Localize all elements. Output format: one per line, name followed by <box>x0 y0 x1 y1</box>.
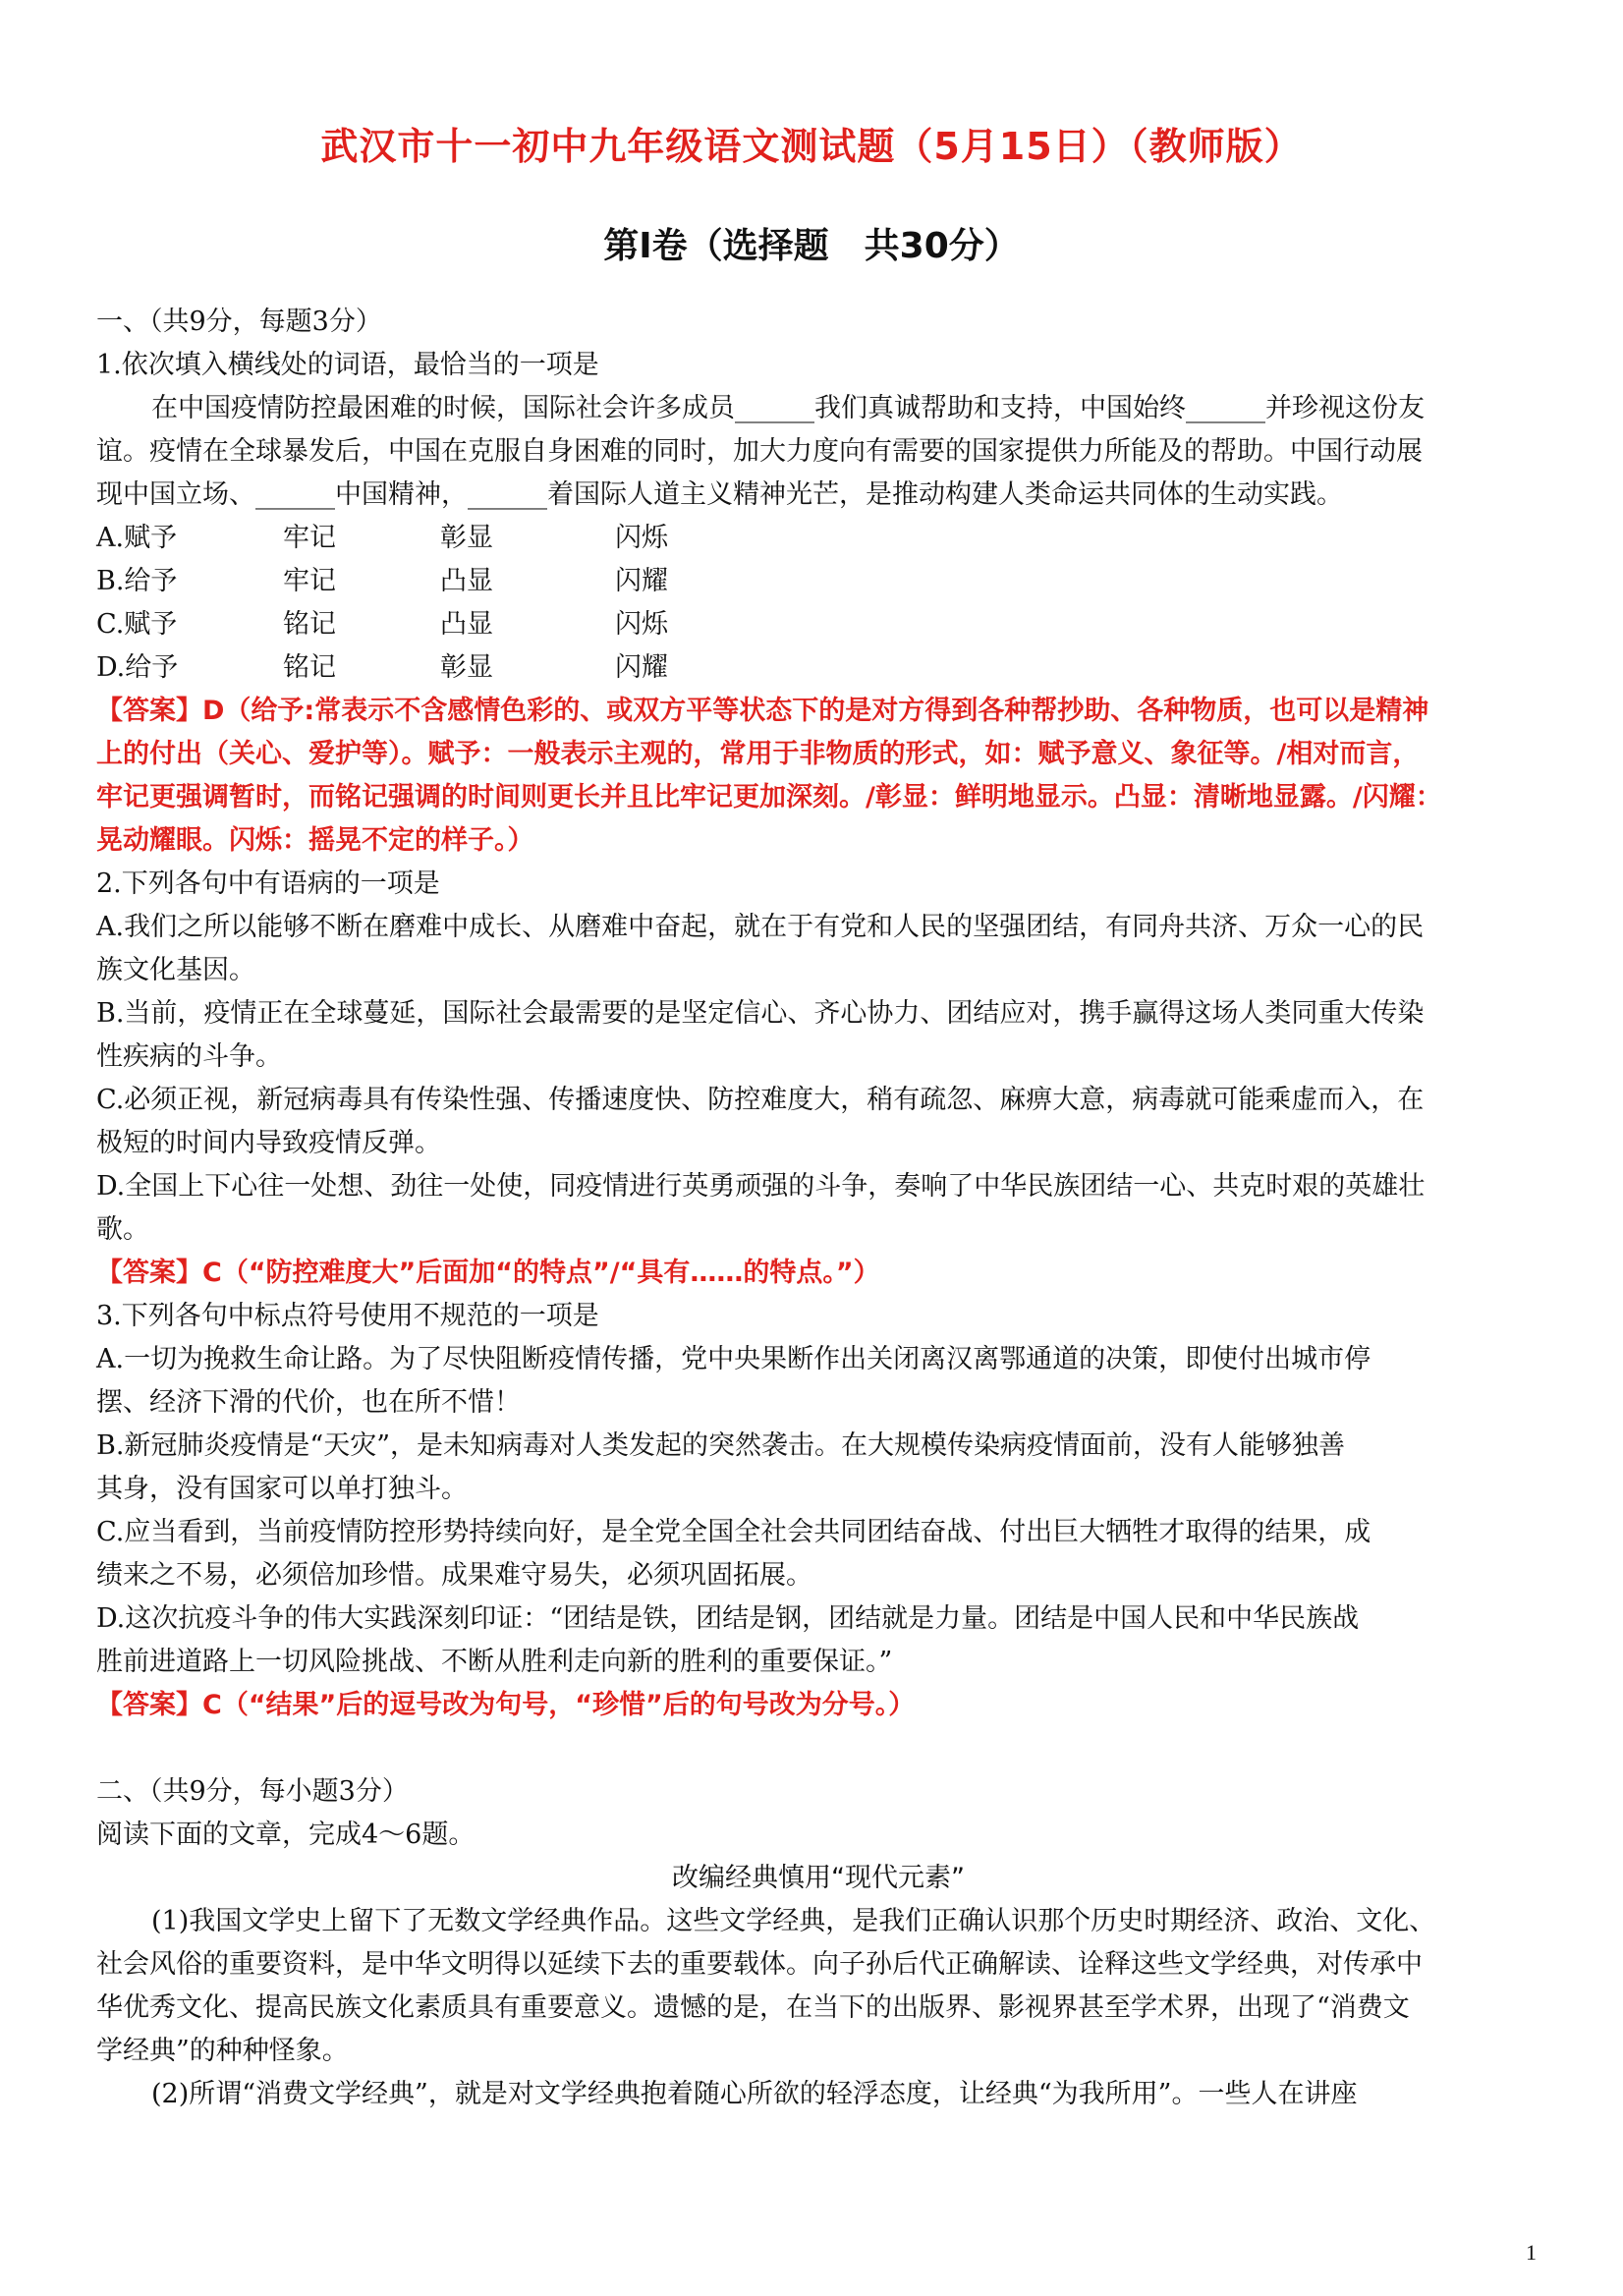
document-title: 武汉市十一初中九年级语文测试题（5月15日）（教师版） <box>320 125 1303 168</box>
option-line: 摆、经济下滑的代价，也在所不惜！ <box>96 1387 521 1418</box>
option-row <box>96 603 1540 646</box>
option-word: 凸显 <box>440 566 493 596</box>
option-line: 歌。 <box>96 1214 149 1245</box>
question-stem: 1.依次填入横线处的词语，最恰当的一项是 <box>96 350 599 380</box>
passage-line: 社会风俗的重要资料，是中华文明得以延续下去的重要载体。向子孙后代正确解读、诠释这些文学经典，对传承中 <box>96 1949 1423 1980</box>
option-word: 凸显 <box>440 609 493 640</box>
answer-line: 晃动耀眼。闪烁：摇晃不定的样子。） <box>96 825 534 856</box>
document-body <box>96 301 1540 2116</box>
passage-line: 在中国疫情防控最困难的时候，国际社会许多成员______我们真诚帮助和支持，中国始终______并珍视这份友 <box>151 393 1425 423</box>
passage-line: 华优秀文化、提高民族文化素质具有重要意义。遗憾的是，在当下的出版界、影视界甚至学术界，出现了“消费文 <box>96 1992 1410 2023</box>
option-line: C.应当看到，当前疫情防控形势持续向好，是全党全国全社会共同团结奋战、付出巨大牺牲才取得的结果，成 <box>96 1517 1371 1547</box>
option-line: 其身，没有国家可以单打独斗。 <box>96 1474 468 1504</box>
option-line: D.全国上下心往一处想、劲往一处使，同疫情进行英勇顽强的斗争，奏响了中华民族团结一心、共克时艰的英雄壮 <box>96 1171 1426 1202</box>
passage-line: (2)所谓“消费文学经典”，就是对文学经典抱着随心所欲的轻浮态度，让经典“为我所用”。一些人在讲座 <box>151 2079 1358 2109</box>
instruction: 阅读下面的文章，完成4～6题。 <box>96 1820 476 1850</box>
option-line: B.当前，疫情正在全球蔓延，国际社会最需要的是坚定信心、齐心协力、团结应对，携手赢得这场人类同重大传染 <box>96 998 1425 1029</box>
option-row <box>96 517 1540 560</box>
option-line: 胜前进道路上一切风险挑战、不断从胜利走向新的胜利的重要保证。” <box>96 1647 893 1677</box>
option-word: 牢记 <box>283 523 336 553</box>
question-stem: 2.下列各句中有语病的一项是 <box>96 868 440 899</box>
option-line: 绩来之不易，必须倍加珍惜。成果难守易失，必须巩固拓展。 <box>96 1560 812 1591</box>
option-line: A.一切为挽救生命让路。为了尽快阻断疫情传播，党中央果断作出关闭离汉离鄂通道的决策，即使付出城市停 <box>96 1344 1371 1374</box>
passage-line: (1)我国文学史上留下了无数文学经典作品。这些文学经典，是我们正确认识那个历史时期经济、政治、文化、 <box>151 1906 1436 1936</box>
passage-title: 改编经典慎用“现代元素” <box>672 1863 965 1893</box>
question-stem: 3.下列各句中标点符号使用不规范的一项是 <box>96 1301 599 1331</box>
passage-line: 现中国立场、______中国精神，______着国际人道主义精神光芒，是推动构建人类命运共同体的生动实践。 <box>96 479 1343 510</box>
option-line: 极短的时间内导致疫情反弹。 <box>96 1128 441 1158</box>
option-line: 族文化基因。 <box>96 955 255 985</box>
option-line: D.这次抗疫斗争的伟大实践深刻印证：“团结是铁，团结是钢，团结就是力量。团结是中国人民和中华民族战 <box>96 1603 1360 1634</box>
option-line: 性疾病的斗争。 <box>96 1041 282 1072</box>
option-word: 彰显 <box>440 652 493 683</box>
option-label: D.给予 <box>96 652 179 683</box>
option-row <box>96 560 1540 603</box>
option-word: 闪耀 <box>615 652 668 683</box>
option-word: 铭记 <box>283 652 336 683</box>
option-word: 闪烁 <box>615 523 668 553</box>
answer-line: 牢记更强调暂时，而铭记强调的时间则更长并且比牢记更加深刻。/彰显：鲜明地显示。凸显：清晰地显露。/闪耀： <box>96 782 1442 812</box>
passage-line: 学经典”的种种怪象。 <box>96 2036 349 2066</box>
option-label: C.赋予 <box>96 609 178 640</box>
option-word: 闪烁 <box>615 609 668 640</box>
option-word: 牢记 <box>283 566 336 596</box>
answer-line: 【答案】C（“结果”后的逗号改为句号，“珍惜”后的句号改为分号。） <box>96 1690 916 1720</box>
option-label: B.给予 <box>96 566 178 596</box>
spacer <box>96 1727 1540 1770</box>
section-heading: 二、（共9分，每小题3分） <box>96 1776 409 1807</box>
option-word: 铭记 <box>283 609 336 640</box>
option-line: B.新冠肺炎疫情是“天灾”，是未知病毒对人类发起的突然袭击。在大规模传染病疫情面前，没有人能够独善 <box>96 1430 1346 1461</box>
option-line: C.必须正视，新冠病毒具有传染性强、传播速度快、防控难度大，稍有疏忽、麻痹大意，病毒就可能乘虚而入，在 <box>96 1085 1425 1115</box>
page-number: 1 <box>1526 2240 1537 2265</box>
option-line: A.我们之所以能够不断在磨难中成长、从磨难中奋起，就在于有党和人民的坚强团结，有同舟共济、万众一心的民 <box>96 912 1425 942</box>
section-heading: 一、（共9分，每题3分） <box>96 307 382 337</box>
option-word: 闪耀 <box>615 566 668 596</box>
option-label: A.赋予 <box>96 523 178 553</box>
answer-line: 上的付出（关心、爱护等）。赋予：一般表示主观的，常用于非物质的形式，如：赋予意义、象征等。/相对而言， <box>96 739 1420 769</box>
part-title: 第Ⅰ卷（选择题 共30分） <box>603 226 1020 266</box>
answer-line: 【答案】D（给予:常表示不含感情色彩的、或双方平等状态下的是对方得到各种帮抄助、各种物质，也可以是精神 <box>96 696 1429 726</box>
passage-line: 谊。疫情在全球暴发后，中国在克服自身困难的同时，加大力度向有需要的国家提供力所能及的帮助。中国行动展 <box>96 436 1423 467</box>
option-word: 彰显 <box>440 523 493 553</box>
answer-line: 【答案】C（“防控难度大”后面加“的特点”/“具有……的特点。”） <box>96 1258 880 1288</box>
option-row <box>96 646 1540 690</box>
